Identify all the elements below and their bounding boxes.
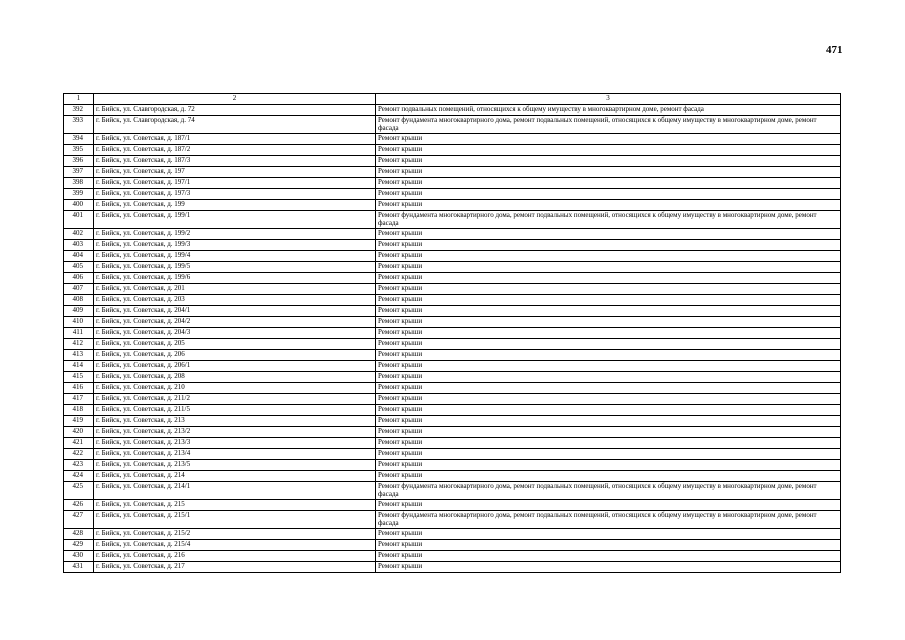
row-address: г. Бийск, ул. Советская, д. 215/2: [94, 529, 376, 540]
table-row: [64, 145, 841, 156]
row-number: 404: [64, 251, 94, 262]
row-address: г. Бийск, ул. Советская, д. 215/1: [94, 511, 376, 529]
row-works: Ремонт фундамента многоквартирного дома, ремонт подвальных помещений, относящихся к общему имуществу в многоквартирном доме, ремонт фасада: [376, 211, 841, 229]
table-row: [64, 200, 841, 211]
row-works: Ремонт крыши: [376, 562, 841, 573]
row-number: 395: [64, 145, 94, 156]
table-row: [64, 262, 841, 273]
row-address: г. Бийск, ул. Советская, д. 206: [94, 350, 376, 361]
row-works: Ремонт фундамента многоквартирного дома, ремонт подвальных помещений, относящихся к общему имуществу в многоквартирном доме, ремонт фасада: [376, 116, 841, 134]
row-works: Ремонт крыши: [376, 471, 841, 482]
row-address: г. Бийск, ул. Советская, д. 215: [94, 500, 376, 511]
row-works: Ремонт крыши: [376, 361, 841, 372]
header-col-2: 2: [94, 94, 376, 105]
row-number: 428: [64, 529, 94, 540]
row-number: 411: [64, 328, 94, 339]
table-header-row: [64, 94, 841, 105]
row-number: 400: [64, 200, 94, 211]
table-row: [64, 416, 841, 427]
row-works: Ремонт крыши: [376, 427, 841, 438]
row-address: г. Бийск, ул. Советская, д. 208: [94, 372, 376, 383]
row-number: 406: [64, 273, 94, 284]
row-address: г. Бийск, ул. Советская, д. 211/5: [94, 405, 376, 416]
row-address: г. Бийск, ул. Советская, д. 203: [94, 295, 376, 306]
row-address: г. Бийск, ул. Советская, д. 213: [94, 416, 376, 427]
table-row: [64, 383, 841, 394]
row-number: 392: [64, 105, 94, 116]
row-address: г. Бийск, ул. Советская, д. 216: [94, 551, 376, 562]
table-row: [64, 339, 841, 350]
row-number: 415: [64, 372, 94, 383]
table-row: [64, 240, 841, 251]
table-row: [64, 284, 841, 295]
row-works: Ремонт крыши: [376, 350, 841, 361]
table-row: [64, 471, 841, 482]
table-row: [64, 449, 841, 460]
row-works: Ремонт крыши: [376, 449, 841, 460]
row-address: г. Бийск, ул. Советская, д. 213/3: [94, 438, 376, 449]
row-works: Ремонт крыши: [376, 189, 841, 200]
header-col-3: 3: [376, 94, 841, 105]
row-works: Ремонт фундамента многоквартирного дома, ремонт подвальных помещений, относящихся к общему имуществу в многоквартирном доме, ремонт фасада: [376, 482, 841, 500]
table-row: [64, 394, 841, 405]
row-number: 414: [64, 361, 94, 372]
row-address: г. Бийск, ул. Советская, д. 206/1: [94, 361, 376, 372]
row-address: г. Бийск, ул. Советская, д. 197/3: [94, 189, 376, 200]
row-works: Ремонт крыши: [376, 551, 841, 562]
row-number: 418: [64, 405, 94, 416]
table-row: [64, 273, 841, 284]
row-number: 431: [64, 562, 94, 573]
row-works: Ремонт крыши: [376, 262, 841, 273]
row-number: 394: [64, 134, 94, 145]
table-row: [64, 105, 841, 116]
row-number: 426: [64, 500, 94, 511]
row-works: Ремонт крыши: [376, 200, 841, 211]
table-body: [64, 105, 841, 573]
row-works: Ремонт крыши: [376, 416, 841, 427]
row-works: Ремонт крыши: [376, 167, 841, 178]
row-number: 403: [64, 240, 94, 251]
row-address: г. Бийск, ул. Славгородская, д. 72: [94, 105, 376, 116]
row-works: Ремонт крыши: [376, 273, 841, 284]
row-address: г. Бийск, ул. Советская, д. 187/2: [94, 145, 376, 156]
row-address: г. Бийск, ул. Славгородская, д. 74: [94, 116, 376, 134]
table-row: [64, 551, 841, 562]
row-number: 422: [64, 449, 94, 460]
row-works: Ремонт подвальных помещений, относящихся к общему имуществу в многоквартирном доме, ремонт фасада: [376, 105, 841, 116]
row-number: 417: [64, 394, 94, 405]
row-works: Ремонт крыши: [376, 460, 841, 471]
row-works: Ремонт крыши: [376, 156, 841, 167]
row-address: г. Бийск, ул. Советская, д. 199/2: [94, 229, 376, 240]
table-row: [64, 511, 841, 529]
row-address: г. Бийск, ул. Советская, д. 204/1: [94, 306, 376, 317]
table-row: [64, 134, 841, 145]
table-row: [64, 251, 841, 262]
row-address: г. Бийск, ул. Советская, д. 204/3: [94, 328, 376, 339]
row-works: Ремонт крыши: [376, 145, 841, 156]
row-address: г. Бийск, ул. Советская, д. 214: [94, 471, 376, 482]
row-address: г. Бийск, ул. Советская, д. 211/2: [94, 394, 376, 405]
row-works: Ремонт крыши: [376, 284, 841, 295]
table-row: [64, 317, 841, 328]
table-row: [64, 306, 841, 317]
row-address: г. Бийск, ул. Советская, д. 199/4: [94, 251, 376, 262]
table-row: [64, 482, 841, 500]
table-row: [64, 562, 841, 573]
row-address: г. Бийск, ул. Советская, д. 210: [94, 383, 376, 394]
row-number: 401: [64, 211, 94, 229]
row-number: 410: [64, 317, 94, 328]
row-number: 399: [64, 189, 94, 200]
page-number: 471: [826, 44, 843, 56]
row-address: г. Бийск, ул. Советская, д. 213/2: [94, 427, 376, 438]
row-works: Ремонт крыши: [376, 438, 841, 449]
row-works: Ремонт крыши: [376, 178, 841, 189]
table-row: [64, 328, 841, 339]
row-number: 396: [64, 156, 94, 167]
row-number: 413: [64, 350, 94, 361]
row-address: г. Бийск, ул. Советская, д. 199/6: [94, 273, 376, 284]
row-number: 409: [64, 306, 94, 317]
table-row: [64, 189, 841, 200]
row-number: 425: [64, 482, 94, 500]
table-row: [64, 211, 841, 229]
row-number: 430: [64, 551, 94, 562]
table-row: [64, 229, 841, 240]
row-number: 393: [64, 116, 94, 134]
row-works: Ремонт крыши: [376, 317, 841, 328]
row-address: г. Бийск, ул. Советская, д. 197: [94, 167, 376, 178]
table-row: [64, 460, 841, 471]
table-row: [64, 438, 841, 449]
row-address: г. Бийск, ул. Советская, д. 213/5: [94, 460, 376, 471]
table-row: [64, 540, 841, 551]
table-row: [64, 427, 841, 438]
table-row: [64, 361, 841, 372]
row-number: 420: [64, 427, 94, 438]
row-number: 419: [64, 416, 94, 427]
header-col-1: 1: [64, 94, 94, 105]
table-row: [64, 500, 841, 511]
row-number: 423: [64, 460, 94, 471]
row-works: Ремонт крыши: [376, 306, 841, 317]
row-address: г. Бийск, ул. Советская, д. 217: [94, 562, 376, 573]
row-number: 407: [64, 284, 94, 295]
row-works: Ремонт крыши: [376, 339, 841, 350]
row-works: Ремонт крыши: [376, 134, 841, 145]
table-row: [64, 167, 841, 178]
table-row: [64, 405, 841, 416]
row-number: 416: [64, 383, 94, 394]
table-row: [64, 156, 841, 167]
row-number: 397: [64, 167, 94, 178]
row-address: г. Бийск, ул. Советская, д. 199/1: [94, 211, 376, 229]
row-address: г. Бийск, ул. Советская, д. 199/3: [94, 240, 376, 251]
row-works: Ремонт крыши: [376, 383, 841, 394]
row-address: г. Бийск, ул. Советская, д. 204/2: [94, 317, 376, 328]
row-number: 408: [64, 295, 94, 306]
row-address: г. Бийск, ул. Советская, д. 197/1: [94, 178, 376, 189]
row-address: г. Бийск, ул. Советская, д. 187/1: [94, 134, 376, 145]
row-number: 402: [64, 229, 94, 240]
row-works: Ремонт крыши: [376, 251, 841, 262]
table-row: [64, 350, 841, 361]
row-number: 427: [64, 511, 94, 529]
row-works: Ремонт крыши: [376, 229, 841, 240]
row-works: Ремонт крыши: [376, 500, 841, 511]
row-works: Ремонт крыши: [376, 328, 841, 339]
row-address: г. Бийск, ул. Советская, д. 199: [94, 200, 376, 211]
row-address: г. Бийск, ул. Советская, д. 201: [94, 284, 376, 295]
table-row: [64, 178, 841, 189]
row-address: г. Бийск, ул. Советская, д. 214/1: [94, 482, 376, 500]
row-address: г. Бийск, ул. Советская, д. 205: [94, 339, 376, 350]
table-row: [64, 372, 841, 383]
row-works: Ремонт крыши: [376, 295, 841, 306]
row-number: 412: [64, 339, 94, 350]
row-address: г. Бийск, ул. Советская, д. 213/4: [94, 449, 376, 460]
row-works: Ремонт крыши: [376, 372, 841, 383]
row-works: Ремонт крыши: [376, 394, 841, 405]
row-works: Ремонт крыши: [376, 240, 841, 251]
table-row: [64, 295, 841, 306]
row-number: 424: [64, 471, 94, 482]
row-works: Ремонт фундамента многоквартирного дома, ремонт подвальных помещений, относящихся к общему имуществу в многоквартирном доме, ремонт фасада: [376, 511, 841, 529]
row-number: 421: [64, 438, 94, 449]
row-number: 429: [64, 540, 94, 551]
row-works: Ремонт крыши: [376, 540, 841, 551]
row-number: 398: [64, 178, 94, 189]
row-works: Ремонт крыши: [376, 405, 841, 416]
table-row: [64, 116, 841, 134]
row-number: 405: [64, 262, 94, 273]
row-address: г. Бийск, ул. Советская, д. 187/3: [94, 156, 376, 167]
row-address: г. Бийск, ул. Советская, д. 215/4: [94, 540, 376, 551]
row-address: г. Бийск, ул. Советская, д. 199/5: [94, 262, 376, 273]
table-row: [64, 529, 841, 540]
row-works: Ремонт крыши: [376, 529, 841, 540]
register-table: [63, 93, 841, 573]
